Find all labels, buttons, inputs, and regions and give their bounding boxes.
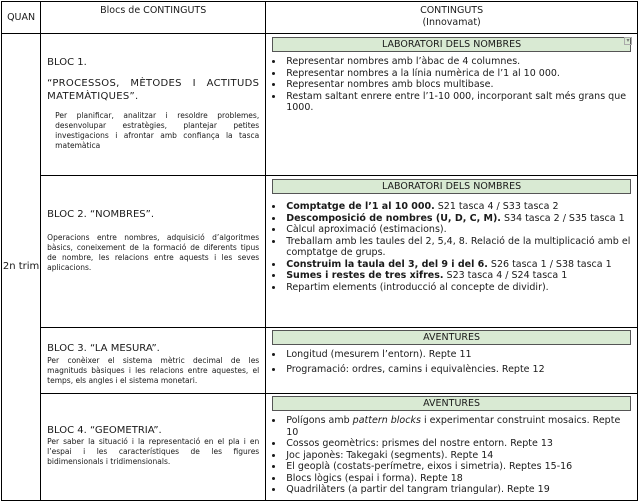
list-item: [284, 224, 633, 236]
trimestre-label: 2n trim: [2, 261, 40, 273]
bloc-description: Per planificar, analitzar i resoldre problemes, desenvolupar estratègies, plantejar petites investigacions i afrontar amb confiança la tasca matemàtica: [55, 111, 260, 150]
list-item: [284, 259, 633, 271]
content-list: [270, 56, 633, 114]
item-text: S26 tasca 1 / S38 tasca 1: [487, 258, 612, 270]
content-list: [270, 201, 633, 293]
bloc-title: BLOC 3. “LA MESURA”.: [47, 343, 160, 354]
content-list: [270, 415, 633, 496]
item-text: Quadrilàters (a partir del tangram triangular). Repte 19: [286, 484, 550, 495]
item-text: S34 tasca 2 / S35 tasca 1: [500, 212, 625, 224]
contents-table: [1, 1, 638, 501]
content-list: [270, 349, 633, 375]
list-item: • Representar nombres amb l’àbac de 4 columnes.: [284, 56, 633, 68]
table-row-bloc-3: [2, 328, 638, 394]
content-cell-3: [266, 328, 638, 394]
item-bold: Descomposició de nombres (U, D, C, M).: [286, 212, 501, 224]
section-band: LABORATORI DELS NOMBRES: [272, 179, 631, 194]
bloc-description: Per saber la situació i la representació en el pla i en l’espai i les característiques de les figures bidimensionals i tridimensionals.: [47, 437, 260, 466]
bloc-title: BLOC 2. “NOMBRES”.: [47, 209, 154, 220]
item-bold: Sumes i restes de tres xifres.: [286, 270, 444, 281]
header-row: [2, 2, 638, 34]
content-cell-1: [266, 34, 638, 176]
list-item: [284, 236, 633, 259]
bloc-cell-2: [41, 176, 266, 328]
item-text: Polígons amb: [286, 415, 353, 426]
item-bold: Comptatge de l’1 al 10 000.: [286, 201, 435, 212]
item-text: S21 tasca 4 / S33 tasca 2: [434, 201, 559, 212]
list-item: • Representar nombres amb blocs multibase.: [284, 79, 633, 91]
item-italic: pattern blocks: [352, 415, 421, 426]
item-text: Cossos geomètrics: prismes del nostre entorn. Repte 13: [286, 438, 553, 449]
bloc-cell-1: [41, 34, 266, 176]
list-item: [284, 461, 633, 473]
item-text: Joc japonès: Takegaki (segments). Repte 14: [286, 449, 494, 461]
list-item: [284, 415, 633, 438]
bloc-cell-3: [41, 328, 266, 394]
bloc-title: BLOC 1.: [47, 57, 87, 68]
section-band: LABORATORI DELS NOMBRES: [272, 37, 631, 52]
table-row-bloc-4: [2, 394, 638, 501]
list-item: [284, 473, 633, 485]
content-cell-2: [266, 176, 638, 328]
list-item: [284, 484, 633, 496]
list-item: • Restam saltant enrere entre l’1-10 000, incorporant salt més grans que 1000.: [284, 91, 633, 114]
list-item: [284, 201, 633, 213]
bloc-description: Operacions entre nombres, adquisició d’algoritmes bàsics, coneixement de la formació de diferents tipus de nombre, les relacions entre aquests i les seves aplicacions.: [47, 233, 260, 272]
header-blocs-label: Blocs de CONTINGUTS: [100, 5, 207, 16]
header-continguts-label: CONTINGUTS: [420, 5, 484, 16]
content-cell-4: [266, 394, 638, 501]
table-row-bloc-2: [2, 176, 638, 328]
header-blocs: [41, 2, 266, 34]
bloc-cell-4: [41, 394, 266, 501]
section-band: AVENTURES: [272, 330, 631, 345]
section-band: AVENTURES: [272, 396, 631, 411]
list-item: • Longitud (mesurem l’entorn). Repte 11: [284, 349, 633, 361]
header-continguts: [266, 2, 638, 34]
item-text: Treballam amb les taules del 2, 5,4, 8. Relació de la multiplicació amb el comptatge de grups.: [286, 235, 631, 258]
item-text: i experimentar construint mosaics. Repte 10: [286, 415, 621, 438]
item-bold: Construim la taula del 3, del 9 i del 6.: [286, 258, 488, 270]
item-text: Repartim elements (introducció al concepte de dividir).: [286, 281, 549, 293]
trimestre-cell: [2, 34, 41, 501]
table-row-bloc-1: [2, 34, 638, 176]
item-text: Blocs lògics (espai i forma). Repte 18: [286, 472, 463, 484]
header-quan-label: QUAN: [7, 11, 36, 23]
list-item: [284, 450, 633, 462]
header-innovamat-label: (Innovamat): [422, 17, 481, 28]
list-item: [284, 270, 633, 282]
list-item: • Representar nombres a la línia numèrica de l’1 al 10 000.: [284, 68, 633, 80]
header-quan: [2, 2, 41, 34]
item-text: Càlcul aproximació (estimacions).: [286, 224, 447, 235]
list-item: [284, 282, 633, 294]
bloc-description: Per conèixer el sistema mètric decimal de les magnituds bàsiques i les relacions entre aquestes, el temps, els angles i el sistema monetari.: [47, 356, 260, 385]
list-item: [284, 213, 633, 225]
list-item: [284, 438, 633, 450]
item-text: El geoplà (costats-perímetre, eixos i simetria). Reptes 15-16: [286, 461, 573, 472]
bloc-subtitle: “PROCESSOS, MÈTODES I ACTITUDS MATEMÀTIQUES”.: [47, 78, 260, 102]
list-item: • Programació: ordres, camins i equivalències. Repte 12: [284, 364, 633, 376]
dropdown-handle-icon[interactable]: ▾: [624, 37, 632, 45]
bloc-title: BLOC 4. “GEOMETRIA”.: [47, 425, 162, 436]
item-text: S23 tasca 4 / S24 tasca 1: [443, 270, 568, 281]
